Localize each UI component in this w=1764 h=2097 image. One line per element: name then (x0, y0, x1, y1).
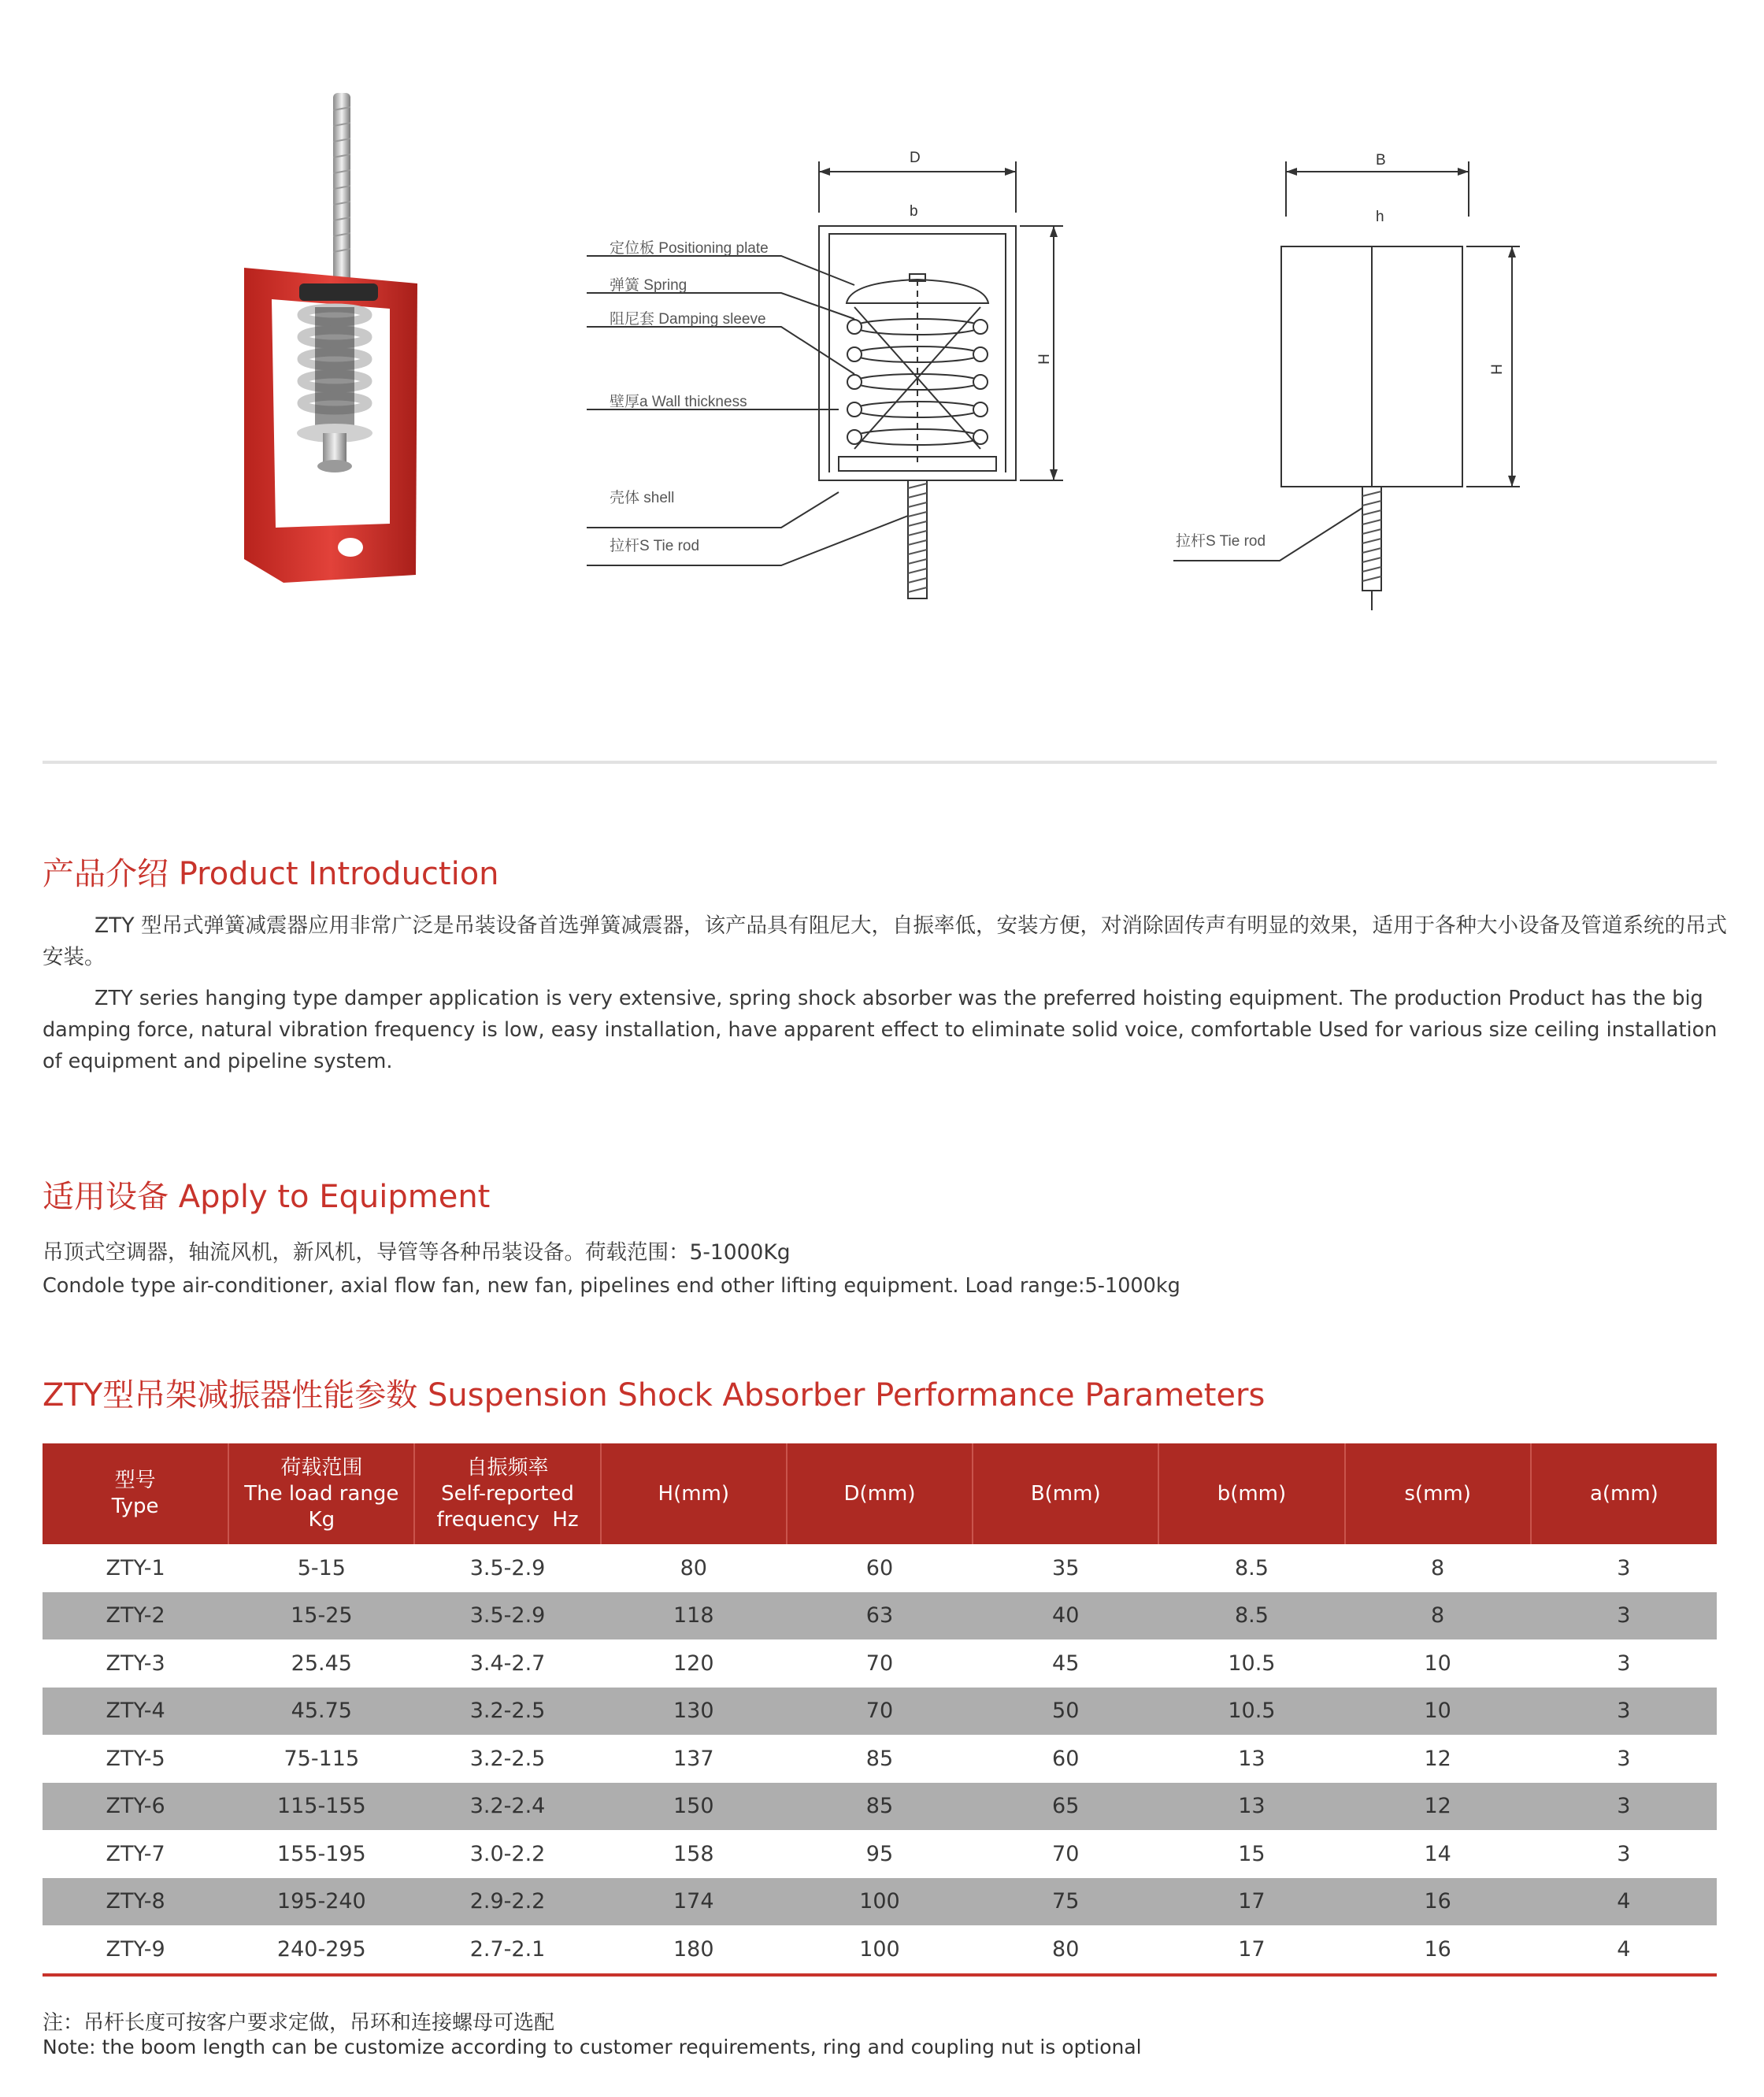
table-row (43, 1878, 1717, 1926)
cell-s: 12 (1345, 1783, 1531, 1831)
intro-en-text: ZTY series hanging type damper application is very extensive, spring shock absorber was the preferred hoisting equipment. The production Product has the big damping force, natural vibration frequency is low, easy installation, have apparent effect to eliminate solid voice, comfortable Used for various size ceiling installation of equipment and pipeline system. (43, 987, 1718, 1073)
cell-b: 8.5 (1158, 1592, 1344, 1640)
cell-D: 85 (865, 1746, 894, 1771)
cell-type: ZTY-2 (43, 1592, 228, 1640)
cell-D: 63 (787, 1592, 973, 1640)
cell-frequency: 3.2-2.4 (414, 1783, 600, 1831)
cell-s: 8 (1431, 1555, 1445, 1580)
cell-B: 60 (1052, 1746, 1080, 1771)
cell-load: 195-240 (228, 1878, 414, 1926)
header-frequency (414, 1443, 600, 1544)
cell-D: 70 (787, 1688, 973, 1736)
cell-load: 75-115 (284, 1746, 360, 1771)
table-bottom-rule (43, 1973, 1717, 1977)
cell-load: 155-195 (276, 1841, 366, 1866)
cell-b: 10.5 (1158, 1688, 1344, 1736)
header-s (1345, 1443, 1531, 1544)
cell-D: 100 (787, 1878, 973, 1926)
cell-load: 25.45 (291, 1651, 352, 1676)
cell-type: ZTY-8 (43, 1878, 228, 1926)
cell-a: 3 (1531, 1592, 1717, 1640)
header-load-range (228, 1443, 414, 1544)
cell-a: 3 (1617, 1651, 1631, 1676)
cell-type: ZTY-9 (106, 1936, 165, 1962)
table-row (43, 1592, 1717, 1640)
table-row (43, 1735, 1717, 1783)
cell-H: 137 (673, 1746, 714, 1771)
cell-b: 13 (1158, 1783, 1344, 1831)
label-damping-sleeve: 阻尼套 Damping sleeve (610, 311, 766, 328)
table-row (43, 1783, 1717, 1831)
cell-B: 80 (1052, 1936, 1080, 1962)
table-row (43, 1639, 1717, 1688)
cell-a: 3 (1617, 1555, 1631, 1580)
intro-paragraph-en (43, 983, 1728, 1077)
cell-frequency: 3.2-2.5 (469, 1746, 546, 1771)
cell-H: 150 (601, 1783, 787, 1831)
label-shell: 壳体 shell (610, 490, 675, 506)
header-B (973, 1443, 1158, 1544)
cell-D: 70 (865, 1651, 894, 1676)
cell-a: 3 (1531, 1783, 1717, 1831)
header-line: 型号 (114, 1469, 156, 1492)
cell-B: 70 (1052, 1841, 1080, 1866)
header-line: a(mm) (1589, 1481, 1658, 1506)
cell-type: ZTY-1 (106, 1555, 165, 1580)
header-a (1531, 1443, 1717, 1544)
apply-title: 适用设备 Apply to Equipment (43, 1179, 491, 1215)
cell-H: 118 (601, 1592, 787, 1640)
dim-B: B (1376, 152, 1386, 169)
cell-B: 35 (1052, 1555, 1080, 1580)
cell-H: 120 (673, 1651, 714, 1676)
cell-frequency: 3.5-2.9 (469, 1555, 546, 1580)
table-row (43, 1925, 1717, 1973)
cell-H: 80 (680, 1555, 707, 1580)
cell-a: 4 (1617, 1936, 1631, 1962)
cell-frequency: 2.9-2.2 (414, 1878, 600, 1926)
cell-s: 10 (1345, 1688, 1531, 1736)
params-table (43, 1443, 1717, 1973)
cell-frequency: 3.5-2.9 (414, 1592, 600, 1640)
cell-b: 17 (1158, 1878, 1344, 1926)
cell-load: 15-25 (228, 1592, 414, 1640)
cell-D: 95 (865, 1841, 894, 1866)
cell-frequency: 3.0-2.2 (469, 1841, 546, 1866)
cell-H: 174 (601, 1878, 787, 1926)
cell-s: 16 (1345, 1878, 1531, 1926)
cell-load: 45.75 (228, 1688, 414, 1736)
cell-type: ZTY-3 (106, 1651, 165, 1676)
table-row (43, 1688, 1717, 1736)
cell-a: 3 (1531, 1688, 1717, 1736)
note-en: Note: the boom length can be customize according to customer requirements, ring and coupling nut is optional (43, 2036, 1142, 2058)
apply-zh: 吊顶式空调器，轴流风机，新风机，导管等各种吊装设备。荷载范围：5-1000Kg (43, 1240, 791, 1265)
cell-a: 4 (1531, 1878, 1717, 1926)
dim-H-front: H (1036, 354, 1053, 365)
header-line: Type (111, 1495, 159, 1518)
intro-paragraph-zh (43, 910, 1728, 973)
product-photo (228, 87, 441, 598)
cell-type: ZTY-6 (43, 1783, 228, 1831)
cell-s: 8 (1345, 1592, 1531, 1640)
cell-load: 115-155 (228, 1783, 414, 1831)
cell-D: 85 (787, 1783, 973, 1831)
section-divider (43, 761, 1717, 764)
label-positioning-plate: 定位板 Positioning plate (610, 240, 769, 257)
cell-s: 16 (1424, 1936, 1451, 1962)
cell-H: 130 (601, 1688, 787, 1736)
intro-title: 产品介绍 Product Introduction (43, 856, 499, 892)
header-H (601, 1443, 787, 1544)
cell-type: ZTY-7 (106, 1841, 165, 1866)
cell-H: 158 (673, 1841, 714, 1866)
params-header-row (43, 1443, 1717, 1544)
cell-load: 240-295 (276, 1936, 366, 1962)
label-tie-rod: 拉杆S Tie rod (610, 538, 700, 554)
params-title: ZTY型吊架减振器性能参数 Suspension Shock Absorber Performance Parameters (43, 1377, 1266, 1413)
cell-frequency: 3.4-2.7 (469, 1651, 546, 1676)
cell-D: 60 (865, 1555, 894, 1580)
header-line: s(mm) (1404, 1481, 1471, 1506)
header-line: D(mm) (843, 1481, 916, 1506)
header-line: b(mm) (1217, 1481, 1287, 1506)
table-row (43, 1544, 1717, 1592)
cell-a: 3 (1617, 1841, 1631, 1866)
header-line: Kg (308, 1507, 335, 1532)
cell-load: 5-15 (297, 1555, 346, 1580)
cell-B: 40 (973, 1592, 1158, 1640)
cell-B: 50 (973, 1688, 1158, 1736)
header-b (1158, 1443, 1344, 1544)
cell-b: 15 (1238, 1841, 1266, 1866)
cell-b: 10.5 (1228, 1651, 1276, 1676)
side-view-diagram (1166, 150, 1528, 622)
dim-b: b (910, 203, 918, 220)
header-line: frequency Hz (436, 1507, 579, 1532)
cell-s: 12 (1424, 1746, 1451, 1771)
header-line: The load range (244, 1481, 399, 1506)
intro-zh-text: ZTY 型吊式弹簧减震器应用非常广泛是吊装设备首选弹簧减震器，该产品具有阻尼大，自振率低，安装方便，对消除固传声有明显的效果，适用于各种大小设备及管道系统的吊式安装。 (43, 913, 1727, 969)
label-wall-thickness: 壁厚a Wall thickness (610, 394, 747, 410)
header-line: 自振频率 (466, 1455, 549, 1480)
cell-type: ZTY-4 (43, 1688, 228, 1736)
table-row (43, 1830, 1717, 1878)
note-zh: 注：吊杆长度可按客户要求定做，吊环和连接螺母可选配 (43, 2011, 555, 2035)
cell-D: 100 (859, 1936, 900, 1962)
cell-s: 10 (1424, 1651, 1451, 1676)
apply-en: Condole type air-conditioner, axial flow fan, new fan, pipelines end other lifting equipment. Load range:5-1000kg (43, 1274, 1180, 1298)
cell-a: 3 (1617, 1746, 1631, 1771)
header-line: H(mm) (658, 1481, 730, 1506)
cell-B: 75 (973, 1878, 1158, 1926)
dim-H-side: H (1488, 364, 1506, 375)
header-D (787, 1443, 973, 1544)
cell-B: 65 (973, 1783, 1158, 1831)
header-line: 荷载范围 (280, 1455, 363, 1480)
dim-D: D (910, 150, 921, 166)
label-spring: 弹簧 Spring (610, 277, 687, 294)
cell-frequency: 2.7-2.1 (469, 1936, 546, 1962)
cell-s: 14 (1424, 1841, 1451, 1866)
cell-b: 17 (1238, 1936, 1266, 1962)
cell-b: 8.5 (1234, 1555, 1269, 1580)
header-type (43, 1443, 228, 1544)
dim-h: h (1376, 209, 1384, 225)
cell-frequency: 3.2-2.5 (414, 1688, 600, 1736)
cell-B: 45 (1052, 1651, 1080, 1676)
cell-b: 13 (1238, 1746, 1266, 1771)
header-line: B(mm) (1030, 1481, 1101, 1506)
label-tie-rod-side: 拉杆S Tie rod (1176, 533, 1266, 550)
header-line: Self-reported (441, 1481, 574, 1506)
cell-type: ZTY-5 (106, 1746, 165, 1771)
cell-H: 180 (673, 1936, 714, 1962)
